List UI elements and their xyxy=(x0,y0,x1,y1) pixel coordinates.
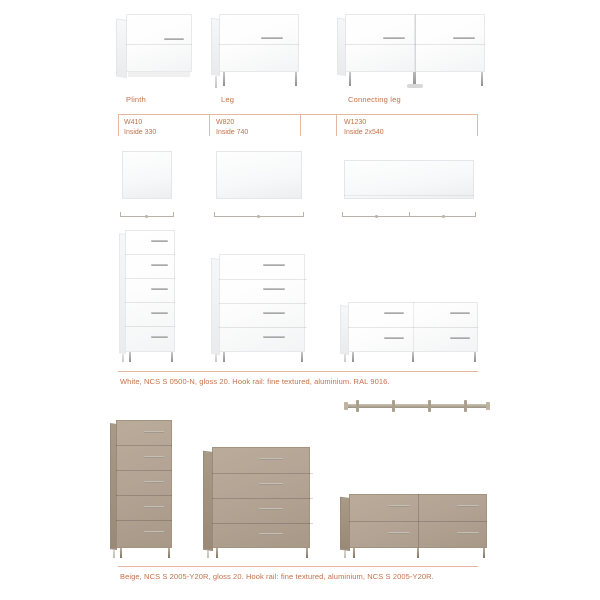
measure-dot-3 xyxy=(375,215,378,218)
measure-tick-right-3 xyxy=(475,212,476,217)
dimension-label-1 xyxy=(124,118,156,138)
dimension-width-1: W410 xyxy=(124,119,143,126)
connecting-leg-foot-plate xyxy=(407,84,423,88)
measure-tick-mid-3 xyxy=(409,212,410,217)
white-tall-chest-body xyxy=(125,230,175,352)
plinth-cabinet-drawer-gap xyxy=(126,44,192,45)
leg-front-right xyxy=(295,72,297,86)
white-tall-chest-side xyxy=(119,233,126,354)
white-wide-leg-back xyxy=(344,354,346,362)
beige-mid-drawer-line-1 xyxy=(212,473,313,474)
measure-dot-2 xyxy=(257,215,260,218)
beige-wide-chest-side xyxy=(340,497,350,551)
white-tall-chest xyxy=(119,230,175,362)
white-mid-chest-side xyxy=(211,258,220,355)
connecting-leg-body-left xyxy=(345,14,415,72)
beige-tall-leg-back xyxy=(113,550,115,558)
white-wide-handle-1 xyxy=(384,312,404,314)
connecting-leg-handle-right xyxy=(453,37,475,39)
white-legend-rule xyxy=(118,371,478,372)
white-mid-leg-left xyxy=(223,352,225,362)
beige-wide-leg-back xyxy=(344,550,346,558)
white-tall-handle-3 xyxy=(151,288,168,290)
measure-tick-left-2 xyxy=(214,212,215,217)
white-wide-handle-4 xyxy=(450,337,470,339)
beige-mid-drawer-line-3 xyxy=(212,523,313,524)
white-tall-handle-4 xyxy=(151,312,168,314)
measure-tick-right-2 xyxy=(303,212,304,217)
beige-tall-chest xyxy=(110,420,172,558)
dimension-width-2: W820 xyxy=(216,119,235,126)
leg-cabinet-drawer-gap xyxy=(219,44,299,45)
white-tall-leg-back xyxy=(122,354,124,362)
white-wide-chest-side xyxy=(340,305,349,355)
hook-rail-hook-1 xyxy=(356,400,359,412)
beige-mid-leg-right xyxy=(306,548,308,558)
beige-tall-handle-3 xyxy=(144,481,164,483)
connecting-leg-cabinet-illustration xyxy=(337,14,485,96)
white-tall-handle-2 xyxy=(151,264,168,266)
beige-wide-leg-center xyxy=(417,548,419,558)
connecting-leg-center-seam xyxy=(415,14,416,72)
caption-leg: Leg xyxy=(221,95,235,104)
dimension-inside-2: Inside 740 xyxy=(216,129,249,137)
caption-plinth: Plinth xyxy=(126,95,146,104)
plinth-base xyxy=(128,72,190,77)
plinth-cabinet-illustration xyxy=(116,14,192,84)
white-mid-leg-right xyxy=(301,352,303,362)
white-wide-chest xyxy=(340,302,480,362)
white-mid-handle-1 xyxy=(263,264,285,266)
beige-tall-drawer-line-2 xyxy=(116,470,172,471)
connecting-leg-handle-left xyxy=(383,37,405,39)
beige-tall-drawer-line-1 xyxy=(116,445,172,446)
white-wide-handle-3 xyxy=(384,337,404,339)
caption-connecting-leg: Connecting leg xyxy=(348,95,401,104)
front-panel-w1230 xyxy=(344,160,474,199)
front-panel-w1230-seam xyxy=(344,195,474,196)
connecting-leg-body-right xyxy=(415,14,485,72)
white-legend-text: White, NCS S 0500-N, gloss 20. Hook rail: fine textured, aluminium. RAL 9016. xyxy=(120,377,390,386)
dimension-inside-1: Inside 330 xyxy=(124,129,157,137)
beige-mid-handle-2 xyxy=(259,483,283,485)
hook-rail-end-left xyxy=(344,402,348,410)
hook-rail-end-right xyxy=(486,402,490,410)
dimension-width-3: W1230 xyxy=(344,119,367,126)
beige-tall-leg-right xyxy=(168,548,170,558)
beige-mid-leg-left xyxy=(216,548,218,558)
white-wide-handle-2 xyxy=(450,312,470,314)
beige-wide-handle-2 xyxy=(457,505,479,507)
beige-tall-drawer-line-4 xyxy=(116,520,172,521)
dimension-tick-1 xyxy=(118,114,119,136)
dimension-tick-4 xyxy=(336,114,337,136)
measure-dot-4 xyxy=(442,215,445,218)
beige-wide-handle-3 xyxy=(388,532,410,534)
connecting-leg-side xyxy=(337,18,346,76)
beige-tall-chest-body xyxy=(116,420,172,548)
white-tall-drawer-line-3 xyxy=(125,302,175,303)
white-mid-handle-4 xyxy=(263,336,285,338)
white-tall-drawer-line-2 xyxy=(125,278,175,279)
hook-rail-hook-4 xyxy=(464,400,467,412)
beige-tall-handle-1 xyxy=(144,431,164,433)
plinth-cabinet-handle xyxy=(164,38,184,40)
white-mid-leg-back xyxy=(215,354,217,362)
white-tall-drawer-line-1 xyxy=(125,254,175,255)
beige-mid-handle-1 xyxy=(259,458,283,460)
white-mid-handle-2 xyxy=(263,288,285,290)
white-tall-leg-left xyxy=(129,352,131,362)
dimension-rule xyxy=(118,114,478,115)
beige-tall-handle-5 xyxy=(144,531,164,533)
white-mid-handle-3 xyxy=(263,312,285,314)
beige-wide-handle-4 xyxy=(457,532,479,534)
leg-cabinet-side xyxy=(211,18,220,76)
beige-wide-handle-1 xyxy=(388,505,410,507)
beige-tall-leg-left xyxy=(120,548,122,558)
dimension-label-2 xyxy=(216,118,248,138)
measure-tick-right-1 xyxy=(173,212,174,217)
beige-wide-chest xyxy=(340,494,490,558)
white-mid-drawer-line-1 xyxy=(219,279,307,280)
beige-tall-handle-4 xyxy=(144,506,164,508)
dimension-inside-3: Inside 2x540 xyxy=(344,129,384,137)
hook-rail-hook-3 xyxy=(428,400,431,412)
beige-tall-drawer-line-3 xyxy=(116,495,172,496)
white-wide-leg-left xyxy=(352,352,354,362)
beige-mid-drawer-line-2 xyxy=(212,498,313,499)
beige-wide-leg-right xyxy=(483,548,485,558)
plinth-cabinet-body xyxy=(126,14,192,72)
connecting-leg-right xyxy=(481,72,483,86)
dimension-label-3 xyxy=(344,118,384,138)
white-wide-leg-right xyxy=(474,352,476,362)
front-panel-w410 xyxy=(122,151,172,199)
dimension-tick-2 xyxy=(209,114,210,136)
leg-cabinet-handle xyxy=(261,37,283,39)
plinth-cabinet-side xyxy=(116,18,127,78)
dimension-tick-5 xyxy=(477,114,478,136)
beige-legend-text: Beige, NCS S 2005-Y20R, gloss 20. Hook rail: fine textured, aluminium, NCS S 2005-Y20R. xyxy=(120,572,434,581)
beige-mid-chest xyxy=(203,447,313,558)
beige-wide-leg-left xyxy=(353,548,355,558)
hook-rail-hook-2 xyxy=(392,400,395,412)
leg-cabinet-illustration xyxy=(211,14,299,94)
beige-mid-chest-side xyxy=(203,451,213,551)
front-panel-w820 xyxy=(216,151,302,199)
beige-wide-drawer-line-v xyxy=(418,494,419,548)
white-wide-drawer-line-v xyxy=(413,302,414,352)
connecting-leg-left xyxy=(349,72,351,86)
leg-cabinet-body xyxy=(219,14,299,72)
beige-mid-handle-3 xyxy=(259,508,283,510)
beige-mid-leg-back xyxy=(207,550,209,558)
white-tall-handle-1 xyxy=(151,240,168,242)
white-mid-drawer-line-2 xyxy=(219,303,307,304)
hook-rail-bar xyxy=(344,404,490,408)
white-tall-handle-5 xyxy=(151,336,168,338)
beige-mid-handle-4 xyxy=(259,533,283,535)
hook-rail xyxy=(344,400,490,416)
white-wide-leg-center xyxy=(412,352,414,362)
beige-legend-rule xyxy=(118,566,478,567)
leg-front-left xyxy=(223,72,225,86)
beige-tall-handle-2 xyxy=(144,456,164,458)
dimension-tick-3 xyxy=(300,114,301,136)
white-tall-drawer-line-4 xyxy=(125,326,175,327)
white-tall-leg-right xyxy=(171,352,173,362)
measure-dot-1 xyxy=(145,215,148,218)
measure-tick-left-1 xyxy=(120,212,121,217)
white-mid-drawer-line-3 xyxy=(219,327,307,328)
white-mid-chest xyxy=(211,254,307,362)
measure-tick-left-3 xyxy=(342,212,343,217)
leg-back-left xyxy=(215,76,217,88)
beige-tall-chest-side xyxy=(110,423,117,550)
